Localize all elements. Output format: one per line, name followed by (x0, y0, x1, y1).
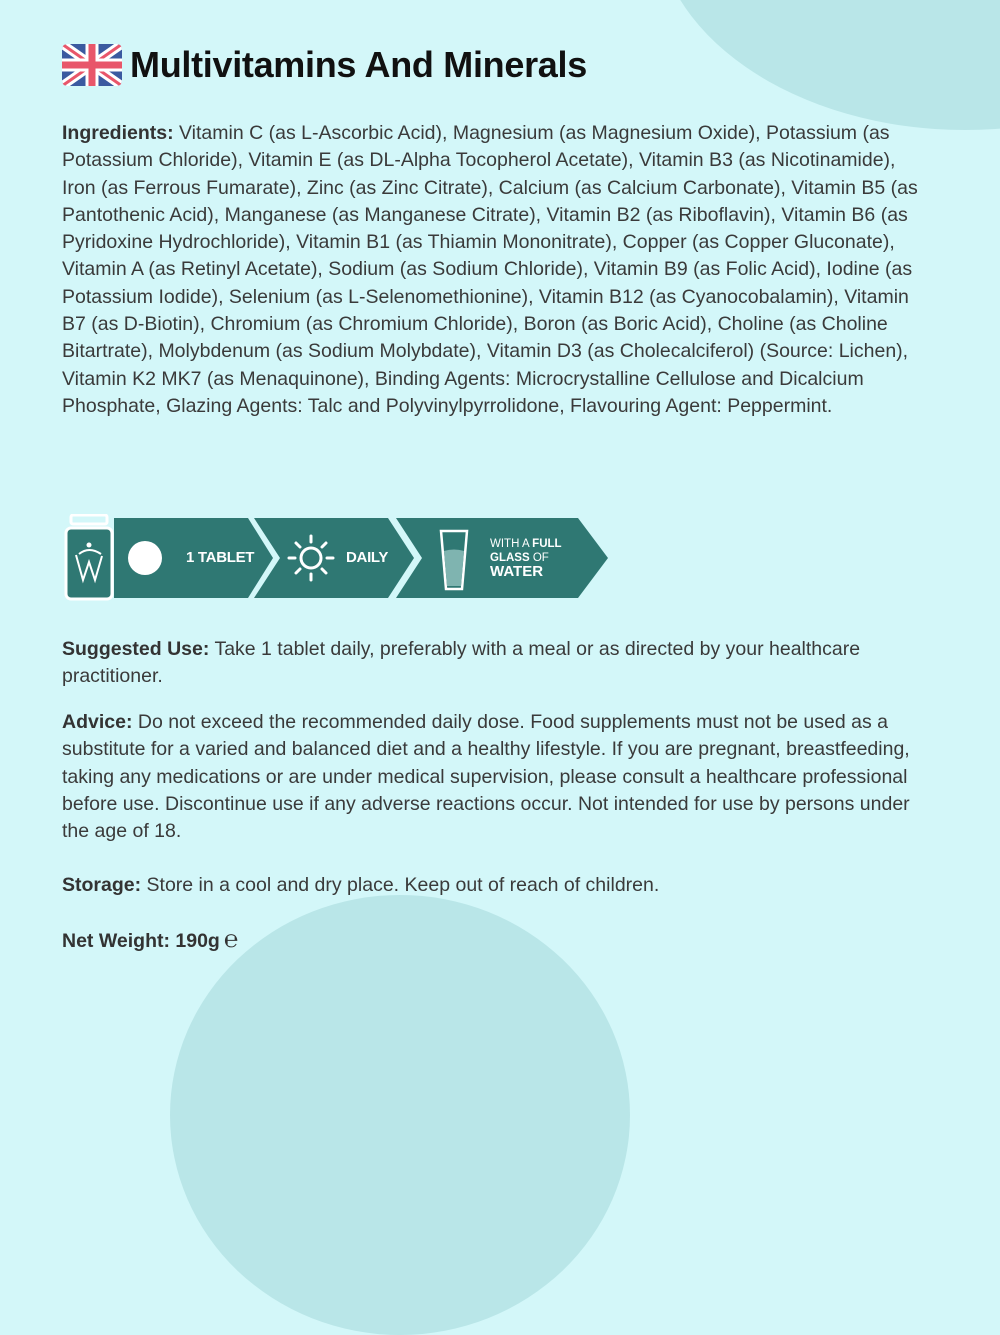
net-weight-label: Net Weight: 190g (62, 930, 220, 952)
net-weight (62, 926, 932, 955)
water-line3-bold: WATER (490, 563, 544, 580)
dosage-steps (62, 514, 622, 602)
uk-flag-icon (62, 44, 122, 86)
suggested-use-text: Take 1 tablet daily, preferably with a meal or as directed by your healthcare practitioner. (62, 638, 861, 688)
estimated-sign-icon: ℮ (223, 925, 239, 953)
storage-text: Store in a cool and dry place. Keep out of reach of children. (141, 874, 660, 896)
advice-text: Do not exceed the recommended daily dose. Food supplements must not be used as a substitute for a varied and balanced diet and a healthy lifestyle. If you are pregnant, breastfeeding, taking any medications or are under medical supervision, please consult a healthcare professional before use. Discontinue use if any adverse reactions occur. Not intended for use by persons under the age of 18. (62, 711, 910, 843)
step-water-label (490, 537, 562, 579)
decorative-circle-bottom (170, 895, 630, 1335)
storage-label: Storage: (62, 874, 142, 896)
step-daily-label: DAILY (346, 549, 389, 566)
ingredients-section (62, 120, 932, 420)
water-line2-bold: GLASS (490, 552, 530, 564)
storage-section (62, 872, 932, 899)
advice-label: Advice: (62, 711, 133, 733)
ingredients-text: Vitamin C (as L-Ascorbic Acid), Magnesium (as Magnesium Oxide), Potassium (as Potassium Chloride), Vitamin E (as DL-Alpha Tocopherol Acetate), Vitamin B3 (as Nicotinamide), Iron (as Ferrous Fumarate), Zinc (as Zinc Citrate), Calcium (as Calcium Carbonate), Vitamin B5 (as Pantothenic Acid), Manganese (as Manganese Citrate), Vitamin B2 (as Riboflavin), Vitamin B6 (as Pyridoxine Hydrochloride), Vitamin B1 (as Thiamin Mononitrate), Copper (as Copper Gluconate), Vitamin A (as Retinyl Acetate), Sodium (as Sodium Chloride), Vitamin B9 (as Folic Acid), Iodine (as Potassium Iodide), Selenium (as L-Selenomethionine), Vitamin B12 (as Cyanocobalamin), Vitamin B7 (as D-Biotin), Chromium (as Chromium Chloride), Boron (as Boric Acid), Choline (as Choline Bitartrate), Molybdenum (as Sodium Molybdate), Vitamin D3 (as Cholecalciferol) (Source: Lichen), Vitamin K2 MK7 (as Menaquinone), Binding Agents: Microcrystalline Cellulose and Dicalcium Phosphate, Glazing Agents: Talc and Polyvinylpyrrolidone, Flavouring Agent: Peppermint. (62, 122, 918, 417)
water-line1-bold: FULL (532, 538, 562, 550)
step-tablet-label: 1 TABLET (186, 549, 255, 566)
water-line2-text: OF (529, 552, 549, 564)
glass-of-water-icon (441, 531, 467, 589)
supplement-bottle-icon (66, 515, 112, 599)
water-line1-text: WITH A (490, 538, 533, 550)
suggested-use-label: Suggested Use: (62, 638, 210, 660)
advice-section (62, 709, 932, 845)
header (62, 44, 587, 86)
decorative-circle-top (655, 0, 1000, 130)
ingredients-label: Ingredients: (62, 122, 174, 144)
tablet-icon (128, 541, 162, 575)
suggested-use-section (62, 636, 932, 691)
page-title: Multivitamins And Minerals (130, 44, 587, 85)
